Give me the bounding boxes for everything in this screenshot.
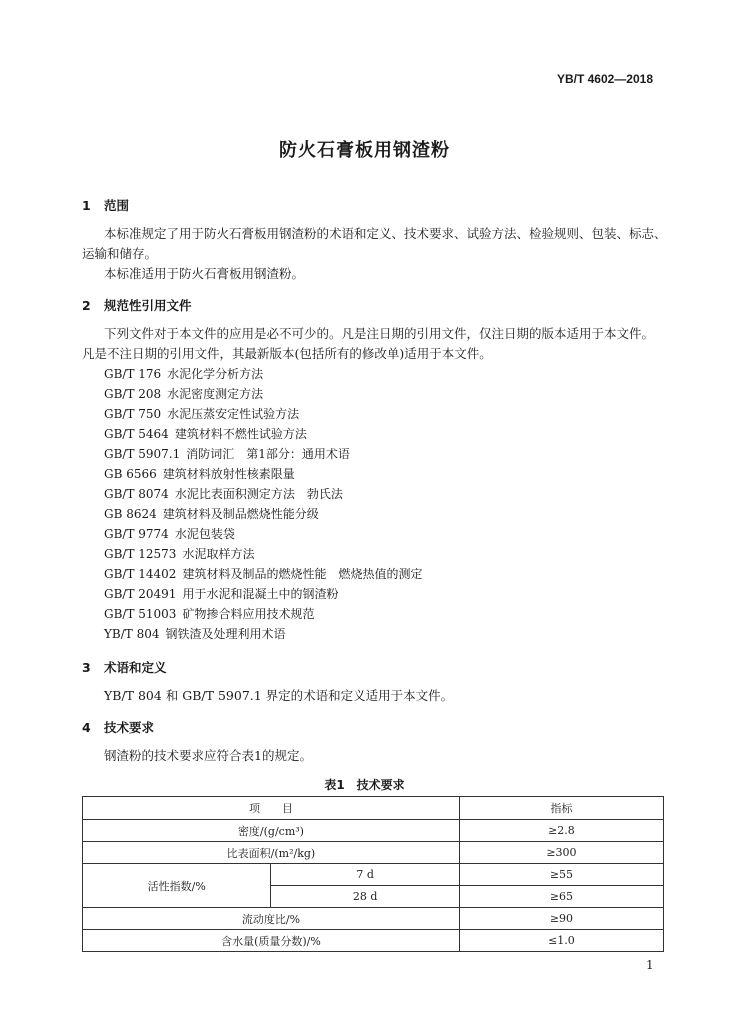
reference-code: GB/T 51003 — [104, 607, 177, 621]
reference-item — [104, 544, 254, 564]
row-label: 含水量(质量分数)/% — [83, 930, 460, 952]
reference-title: 建筑材料不燃性试验方法 — [174, 427, 307, 441]
reference-code: GB 6566 — [104, 467, 157, 481]
scope-paragraph-2: 本标准适用于防火石膏板用钢渣粉。 — [104, 266, 305, 281]
row-sublabel: 28 d — [271, 886, 459, 908]
reference-code: GB/T 14402 — [104, 567, 177, 581]
reference-title: 钢铁渣及处理利用术语 — [165, 627, 286, 641]
page-number: 1 — [646, 958, 654, 972]
reference-item — [104, 504, 319, 524]
reference-item — [104, 624, 286, 644]
table-row — [83, 820, 664, 842]
row-label: 比表面积/(m²/kg) — [83, 842, 460, 864]
reference-code: YB/T 804 — [104, 627, 160, 641]
reference-code: GB/T 750 — [104, 407, 162, 421]
table-row — [83, 864, 664, 886]
reference-item — [104, 524, 235, 544]
reference-title: 建筑材料放射性核素限量 — [162, 467, 295, 481]
reference-code: GB/T 12573 — [104, 547, 177, 561]
row-value: ≥300 — [459, 842, 663, 864]
reference-title: 建筑材料及制品燃烧性能分级 — [162, 507, 319, 521]
section-4-heading — [82, 718, 154, 736]
reference-code: GB/T 8074 — [104, 487, 169, 501]
reference-item — [104, 484, 343, 504]
section-3-heading — [82, 658, 167, 676]
row-value: ≥90 — [459, 908, 663, 930]
row-label: 密度/(g/cm³) — [83, 820, 460, 842]
section-2-heading — [82, 296, 192, 314]
reference-item — [104, 564, 422, 584]
standard-code: YB/T 4602—2018 — [556, 72, 653, 86]
section-title: 术语和定义 — [104, 660, 167, 675]
header-value: 指标 — [459, 797, 663, 820]
row-label: 活性指数/% — [83, 864, 271, 908]
table-caption: 表1 技术要求 — [324, 778, 405, 792]
reference-title: 用于水泥和混凝土中的钢渣粉 — [182, 587, 339, 601]
section-title: 技术要求 — [104, 720, 155, 735]
table-row — [83, 908, 664, 930]
requirements-paragraph: 钢渣粉的技术要求应符合表1的规定。 — [104, 748, 312, 763]
reference-item — [104, 464, 295, 484]
references-intro-line2: 凡是不注日期的引用文件，其最新版本(包括所有的修改单)适用于本文件。 — [82, 346, 492, 361]
terms-paragraph: YB/T 804 和 GB/T 5907.1 界定的术语和定义适用于本文件。 — [104, 688, 454, 703]
document-title: 防火石膏板用钢渣粉 — [279, 140, 450, 161]
technical-requirements-table — [82, 796, 664, 952]
reference-item — [104, 384, 263, 404]
reference-item — [104, 404, 299, 424]
reference-title: 水泥化学分析方法 — [167, 367, 264, 381]
references-intro-line1: 下列文件对于本文件的应用是必不可少的。凡是注日期的引用文件，仅注日期的版本适用于本文件。 — [104, 326, 655, 341]
reference-item — [104, 604, 314, 624]
reference-item — [104, 424, 307, 444]
reference-item — [104, 364, 263, 384]
reference-title: 建筑材料及制品的燃烧性能 燃烧热值的测定 — [182, 567, 423, 581]
section-1-heading — [82, 196, 129, 214]
section-title: 规范性引用文件 — [104, 298, 192, 313]
reference-title: 水泥包装袋 — [174, 527, 235, 541]
section-title: 范围 — [104, 198, 130, 213]
reference-item — [104, 444, 350, 464]
reference-code: GB 8624 — [104, 507, 157, 521]
section-number: 1 — [82, 198, 91, 213]
row-value: ≥55 — [459, 864, 663, 886]
header-item: 项 目 — [83, 797, 460, 820]
reference-code: GB/T 5464 — [104, 427, 169, 441]
reference-title: 消防词汇 第1部分：通用术语 — [186, 447, 350, 461]
reference-code: GB/T 9774 — [104, 527, 169, 541]
row-label: 流动度比/% — [83, 908, 460, 930]
reference-code: GB/T 20491 — [104, 587, 177, 601]
table-header-row — [83, 797, 664, 820]
row-sublabel: 7 d — [271, 864, 459, 886]
scope-paragraph-line1: 本标准规定了用于防火石膏板用钢渣粉的术语和定义、技术要求、试验方法、检验规则、包装、标志、 — [104, 226, 667, 241]
reference-title: 矿物掺合料应用技术规范 — [182, 607, 315, 621]
reference-code: GB/T 176 — [104, 367, 162, 381]
reference-code: GB/T 5907.1 — [104, 447, 181, 461]
reference-title: 水泥取样方法 — [182, 547, 255, 561]
table-row — [83, 842, 664, 864]
row-value: ≤1.0 — [459, 930, 663, 952]
table-row — [83, 930, 664, 952]
row-value: ≥2.8 — [459, 820, 663, 842]
reference-code: GB/T 208 — [104, 387, 162, 401]
section-number: 4 — [82, 720, 91, 735]
section-number: 2 — [82, 298, 91, 313]
reference-title: 水泥比表面积测定方法 勃氏法 — [174, 487, 343, 501]
reference-item — [104, 584, 338, 604]
scope-paragraph-line2: 运输和储存。 — [82, 246, 158, 261]
reference-title: 水泥密度测定方法 — [167, 387, 264, 401]
reference-title: 水泥压蒸安定性试验方法 — [167, 407, 300, 421]
section-number: 3 — [82, 660, 91, 675]
row-value: ≥65 — [459, 886, 663, 908]
